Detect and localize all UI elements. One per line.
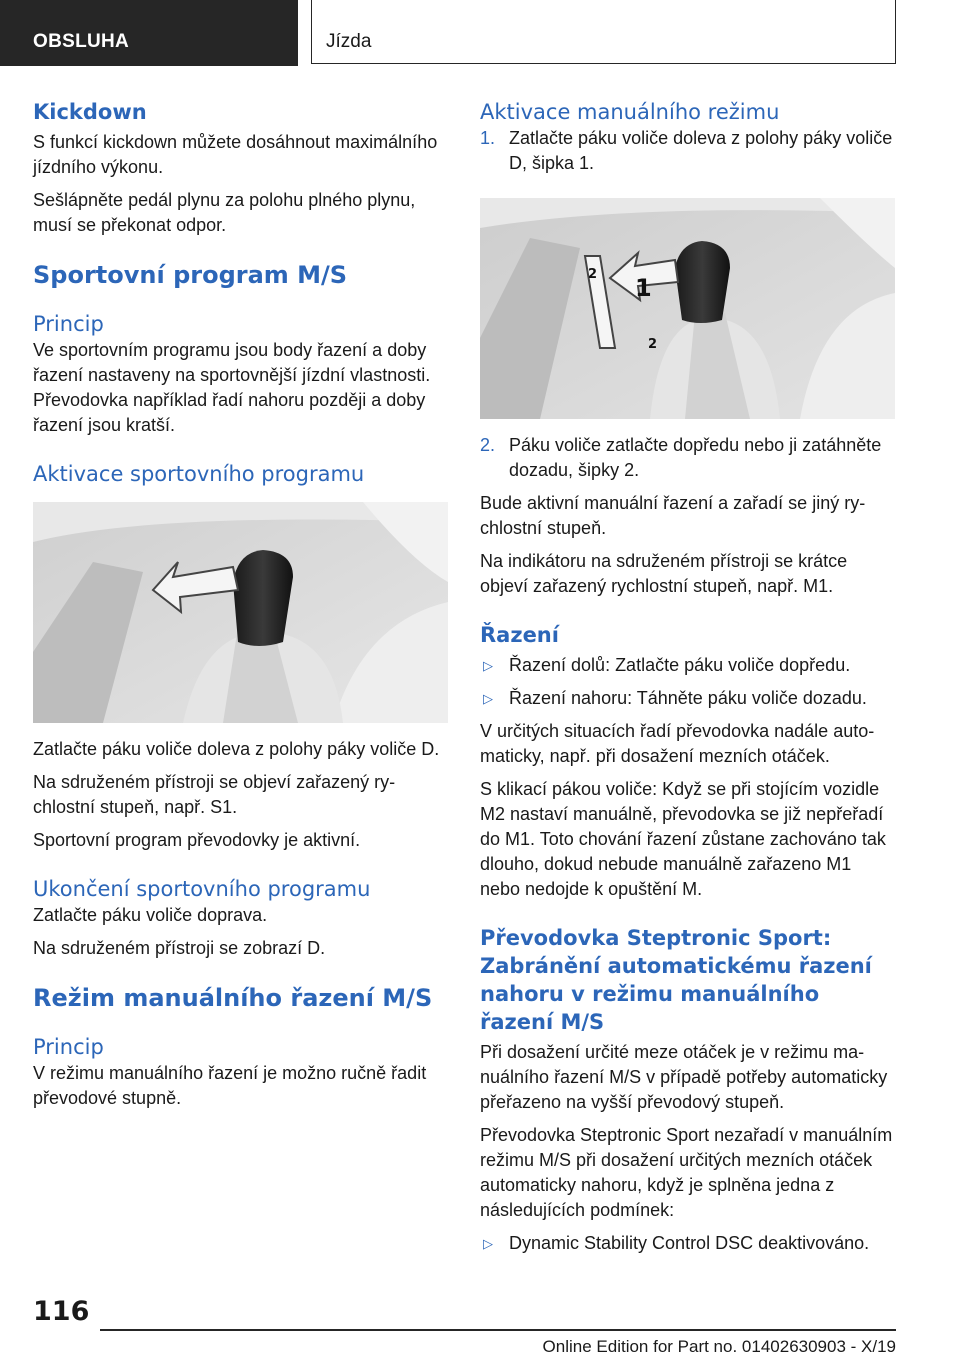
gear-selector-illustration <box>33 502 448 723</box>
gear-selector-manual-figure <box>480 198 895 419</box>
page-number: 116 <box>33 1296 90 1327</box>
footer-divider <box>100 1329 896 1331</box>
triangle-right-icon: ▷ <box>483 658 493 673</box>
activate-manual-heading: Aktivace manuálního režimu <box>480 100 780 124</box>
triangle-right-icon: ▷ <box>483 1236 493 1251</box>
figure-label-2-top: 2 <box>588 267 598 282</box>
principle-paragraph-2: V režimu manuálního řazení je možno ručně řadit převodové stupně. <box>33 1063 427 1108</box>
end-sport-paragraph-1: Zatlačte páku voliče doprava. <box>33 905 268 925</box>
principle-heading-1: Princip <box>33 312 104 336</box>
shift-paragraph-1: V určitých situacích řadí převodovka nadále automaticky, např. při dosažení mezních otáček. <box>480 721 875 766</box>
sport-paragraph-1: Zatlačte páku voliče doleva z polohy páky voliče D. <box>33 739 440 759</box>
sport-paragraph-3: Sportovní program převodovky je aktivní. <box>33 830 361 850</box>
bullet-downshift-text: Řazení dolů: Zatlačte páku voliče dopředu. <box>509 655 851 675</box>
end-sport-paragraph-2: Na sdruženém přístroji se zobrazí D. <box>33 938 326 958</box>
activate-sport-heading: Aktivace sportovního programu <box>33 462 365 486</box>
gear-selector-sport-figure <box>33 502 448 723</box>
chapter-title: Jízda <box>311 0 896 64</box>
step-1-number: 1. <box>480 128 496 148</box>
kickdown-paragraph-1: S funkcí kickdown můžete dosáhnout maximálního jízdního výkonu. <box>33 132 438 177</box>
bullet-upshift-text: Řazení nahoru: Táhněte páku voliče dozadu. <box>509 688 867 708</box>
shifting-heading: Řazení <box>480 623 559 647</box>
section-tab: OBSLUHA <box>0 0 298 66</box>
kickdown-heading: Kickdown <box>33 100 147 124</box>
end-sport-heading: Ukončení sportovního programu <box>33 877 371 901</box>
bullet-upshift <box>480 686 895 711</box>
steptronic-heading: Převodovka Steptronic Sport: Zabránění automatickému řazení nahoru v režimu manuálního řazení M/S <box>480 926 872 1034</box>
sport-program-heading: Sportovní program M/S <box>33 261 348 289</box>
kickdown-paragraph-2: Sešlápněte pedál plynu za polohu plného plynu, musí se překonat odpor. <box>33 190 416 235</box>
step-1 <box>480 126 895 176</box>
step-2-text: Páku voliče zatlačte dopředu nebo ji zatáhněte dozadu, šipky 2. <box>509 435 882 480</box>
footer-edition: Online Edition for Part no. 01402630903 - X/19 <box>542 1337 896 1356</box>
step-2 <box>480 433 895 483</box>
step-1-text: Zatlačte páku voliče doleva z polohy páky voliče D, šipka 1. <box>509 128 893 173</box>
triangle-right-icon: ▷ <box>483 691 493 706</box>
right-column <box>480 98 895 1264</box>
sport-paragraph-2: Na sdruženém přístroji se objeví zařazený rychlostní stupeň, např. S1. <box>33 772 396 817</box>
step-2-number: 2. <box>480 435 496 455</box>
figure-label-1: 1 <box>635 274 652 302</box>
steptronic-paragraph-2: Převodovka Steptronic Sport nezařadí v manuálním režimu M/S při dosažení určitých mezních otáček automaticky nahoru, když je splněna jedna z následujících podmínek: <box>480 1125 893 1220</box>
principle-heading-2: Princip <box>33 1035 104 1059</box>
bullet-downshift <box>480 653 895 678</box>
bullet-dsc-text: Dynamic Stability Control DSC deaktivováno. <box>509 1233 870 1253</box>
figure-label-2-bottom: 2 <box>648 337 658 352</box>
page-header <box>0 0 960 66</box>
steptronic-paragraph-1: Při dosažení určité meze otáček je v režimu manuálního řazení M/S v případě potřeby automaticky přeřazeno na vyšší převodový stupeň. <box>480 1042 888 1112</box>
shift-paragraph-2: S klikací pákou voliče: Když se při stojícím vozidle M2 nastaví manuálně, převodovka se již nepřeřadí do M1. Toto chování řazení zůstane zachováno tak dlouho, dokud nebude manuálně zařazeno M1 nebo nedojde k opuštění M. <box>480 779 886 899</box>
manual-paragraph-2: Na indikátoru na sdruženém přístroji se krátce objeví zařazený rychlostní stupeň, např. M1. <box>480 551 848 596</box>
gear-selector-manual-illustration <box>480 198 895 419</box>
manual-paragraph-1: Bude aktivní manuální řazení a zařadí se jiný rychlostní stupeň. <box>480 493 866 538</box>
bullet-dsc <box>480 1231 895 1256</box>
manual-mode-heading: Režim manuálního řazení M/S <box>33 984 433 1012</box>
principle-paragraph-1: Ve sportovním programu jsou body řazení a doby řazení nastaveny na sportovnější jízdní vlastnosti. Převodovka například řadí nahoru později a doby řazení jsou kratší. <box>33 340 431 435</box>
left-column <box>33 98 448 1119</box>
